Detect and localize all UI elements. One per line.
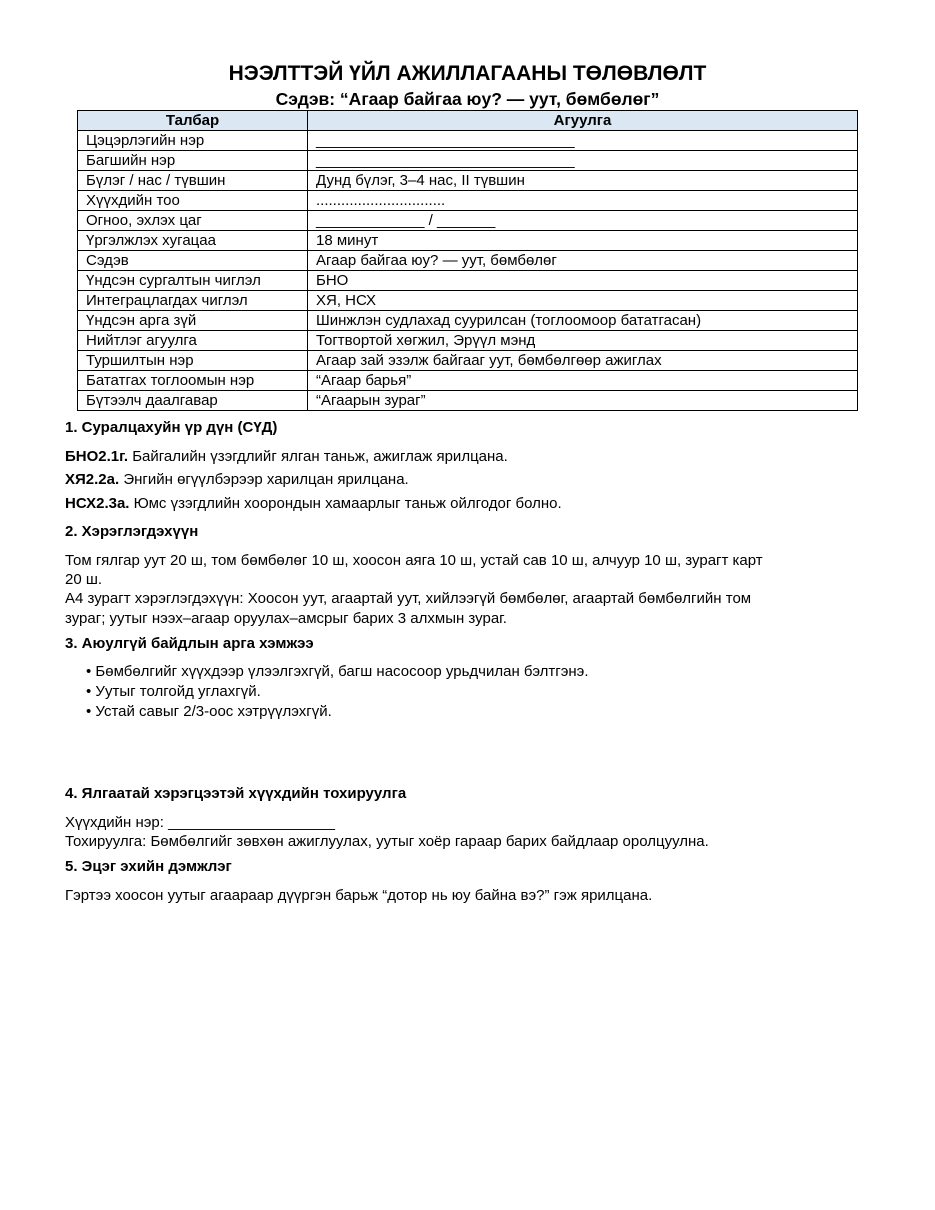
table-cell-field: Бүтээлч даалгавар [78, 391, 308, 411]
table-cell-value: ............................... [308, 191, 858, 211]
table-row [78, 371, 858, 391]
child-name-line: Хүүхдийн нэр: ____________________ [65, 814, 335, 831]
table-row [78, 291, 858, 311]
table-cell-field: Туршилтын нэр [78, 351, 308, 371]
table-cell-field: Бататгах тоглоомын нэр [78, 371, 308, 391]
outcome-code: ХЯ2.2а. [65, 471, 120, 488]
table-cell-value: Тогтвортой хөгжил, Эрүүл мэнд [308, 331, 858, 351]
safety-bullet: • Бөмбөлгийг хүүхдээр үлээлгэхгүй, багш насосоор урьдчилан бэлтгэнэ. [86, 663, 589, 680]
table-row [78, 351, 858, 371]
section-2-heading: 2. Хэрэглэгдэхүүн [65, 523, 199, 540]
table-row [78, 251, 858, 271]
table-cell-field: Хүүхдийн тоо [78, 191, 308, 211]
section-4-heading: 4. Ялгаатай хэрэгцээтэй хүүхдийн тохируулга [65, 785, 407, 802]
outcome-item [65, 447, 865, 466]
materials-line: Том гялгар уут 20 ш, том бөмбөлөг 10 ш, хоосон аяга 10 ш, устай сав 10 ш, алчуур 10 ш, зурагт карт [65, 552, 763, 569]
table-cell-value: _______________________________ [308, 151, 858, 171]
section-5-heading: 5. Эцэг эхийн дэмжлэг [65, 858, 232, 875]
table-cell-field: Үндсэн арга зүй [78, 311, 308, 331]
outcome-item [65, 470, 865, 489]
outcome-code: НСХ2.3а. [65, 495, 130, 512]
table-cell-value: Агаар байгаа юу? — уут, бөмбөлөг [308, 251, 858, 271]
table-cell-field: Интеграцлагдах чиглэл [78, 291, 308, 311]
table-cell-field: Огноо, эхлэх цаг [78, 211, 308, 231]
outcome-text: Энгийн өгүүлбэрээр харилцан ярилцана. [119, 471, 409, 488]
table-cell-value: ХЯ, НСХ [308, 291, 858, 311]
outcome-text: Юмс үзэгдлийн хоорондын хамаарлыг таньж ойлгодог болно. [129, 495, 562, 512]
materials-line: зураг; уутыг нээх–агаар оруулах–амсрыг барих 3 алхмын зураг. [65, 610, 507, 627]
table-row [78, 311, 858, 331]
table-row [78, 271, 858, 291]
table-row [78, 331, 858, 351]
safety-bullet: • Уутыг толгойд углахгүй. [86, 683, 261, 700]
outcome-code: БНО2.1г. [65, 448, 129, 465]
table-cell-field: Сэдэв [78, 251, 308, 271]
table-cell-value: _______________________________ [308, 131, 858, 151]
section-3-heading: 3. Аюулгүй байдлын арга хэмжээ [65, 635, 314, 652]
outcome-item [65, 494, 865, 513]
table-row [78, 231, 858, 251]
safety-bullet: • Устай савыг 2/3-оос хэтрүүлэхгүй. [86, 703, 332, 720]
parent-support-text: Гэртээ хоосон уутыг агаараар дүүргэн барьж “дотор нь юу байна вэ?” гэж ярилцана. [65, 887, 653, 904]
info-table [77, 110, 858, 411]
table-row [78, 391, 858, 411]
table-cell-field: Үргэлжлэх хугацаа [78, 231, 308, 251]
document-subtitle: Сэдэв: “Агаар байгаа юу? — уут, бөмбөлөг” [275, 89, 660, 109]
table-row [78, 171, 858, 191]
table-header-row [78, 111, 858, 131]
table-cell-value: _____________ / _______ [308, 211, 858, 231]
document-title: НЭЭЛТТЭЙ ҮЙЛ АЖИЛЛАГААНЫ ТӨЛӨВЛӨЛТ [228, 62, 707, 85]
table-cell-value: Агаар зай эзэлж байгааг уут, бөмбөлгөөр ажиглах [308, 351, 858, 371]
table-row [78, 191, 858, 211]
table-cell-value: Дунд бүлэг, 3–4 нас, II түвшин [308, 171, 858, 191]
table-header-content: Агуулга [308, 111, 858, 131]
table-cell-value: “Агаарын зураг” [308, 391, 858, 411]
table-cell-value: “Агаар барья” [308, 371, 858, 391]
table-cell-value: Шинжлэн судлахад суурилсан (тоглоомоор бататгасан) [308, 311, 858, 331]
table-cell-field: Нийтлэг агуулга [78, 331, 308, 351]
section-1-heading: 1. Суралцахуйн үр дүн (СҮД) [65, 419, 278, 436]
table-cell-field: Бүлэг / нас / түвшин [78, 171, 308, 191]
table-row [78, 131, 858, 151]
table-row [78, 211, 858, 231]
table-cell-field: Цэцэрлэгийн нэр [78, 131, 308, 151]
materials-line: 20 ш. [65, 571, 103, 588]
table-cell-value: БНО [308, 271, 858, 291]
table-cell-field: Үндсэн сургалтын чиглэл [78, 271, 308, 291]
outcome-text: Байгалийн үзэгдлийг ялган таньж, ажиглаж ярилцана. [128, 448, 508, 465]
table-header-field: Талбар [78, 111, 308, 131]
table-cell-value: 18 минут [308, 231, 858, 251]
materials-line: А4 зурагт хэрэглэгдэхүүн: Хоосон уут, агаартай уут, хийлээгүй бөмбөлөг, агаартай бөмбөлгийн том [65, 590, 752, 607]
adjustment-line: Тохируулга: Бөмбөлгийг зөвхөн ажиглуулах, уутыг хоёр гараар барих байдлаар оролцуулна. [65, 833, 709, 850]
table-cell-field: Багшийн нэр [78, 151, 308, 171]
table-row [78, 151, 858, 171]
